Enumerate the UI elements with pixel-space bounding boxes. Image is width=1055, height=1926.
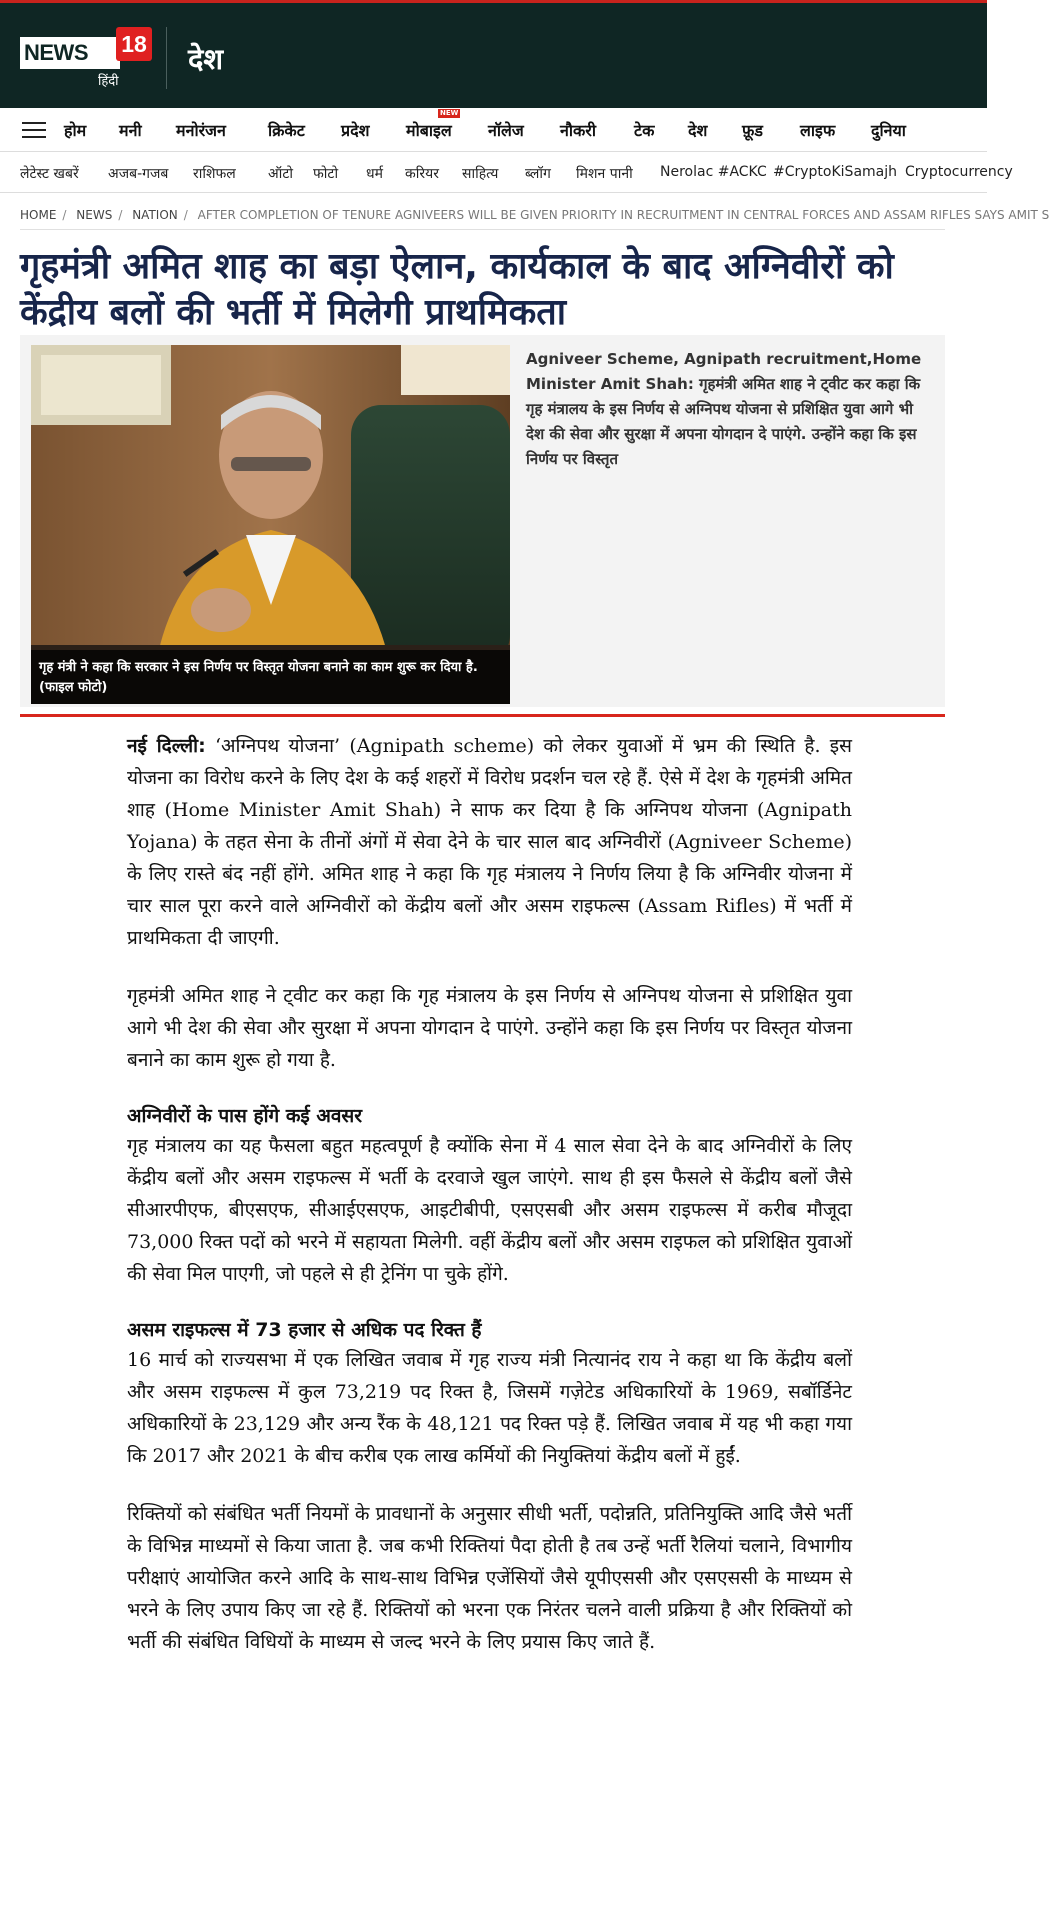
subnav-item-religion[interactable]: धर्म bbox=[366, 166, 383, 182]
article-body bbox=[127, 730, 852, 1684]
menu-icon[interactable] bbox=[22, 122, 46, 138]
subnav-item-blog[interactable]: ब्लॉग bbox=[525, 166, 551, 182]
nav-item-home[interactable]: होम bbox=[64, 121, 87, 140]
subnav-item-horoscope[interactable]: राशिफल bbox=[193, 166, 236, 182]
subnav-item-literature[interactable]: साहित्य bbox=[462, 166, 499, 182]
summary-text: गृहमंत्री अमित शाह ने ट्वीट कर कहा कि गृह मंत्रालय के इस निर्णय से अग्निपथ योजना से प्रशिक्षित युवा आगे भी देश की सेवा और सुरक्षा में अपना योगदान दे पाएंगे. उन्होंने कहा कि इस निर्णय पर विस्तृत bbox=[526, 375, 921, 468]
nav-item-knowledge[interactable]: नॉलेज bbox=[488, 121, 524, 140]
nav-item-states[interactable]: प्रदेश bbox=[341, 121, 370, 140]
subnav-item-nerolac[interactable]: Nerolac #ACKC bbox=[660, 164, 767, 180]
subnav-item-mission-paani[interactable]: मिशन पानी bbox=[576, 166, 633, 182]
section-divider bbox=[20, 714, 945, 717]
nav-item-cricket[interactable]: क्रिकेट bbox=[268, 121, 305, 140]
subnav-item-crypto-ki-samajh[interactable]: #CryptoKiSamajh bbox=[773, 164, 898, 180]
section-title: देश bbox=[188, 42, 224, 76]
article-summary bbox=[526, 347, 931, 472]
subnav-item-cryptocurrency[interactable]: Cryptocurrency bbox=[905, 164, 1013, 180]
subnav-item-ajab-gajab[interactable]: अजब-गजब bbox=[108, 166, 169, 182]
main-nav bbox=[0, 108, 987, 152]
logo-text: NEWS bbox=[20, 37, 120, 69]
breadcrumb-news[interactable]: NEWS bbox=[76, 208, 113, 222]
subnav-item-auto[interactable]: ऑटो bbox=[268, 166, 294, 182]
nav-item-food[interactable]: फ़ूड bbox=[742, 121, 763, 140]
dateline: नई दिल्ली: bbox=[127, 735, 206, 757]
hero-section bbox=[20, 335, 945, 707]
nav-item-entertainment[interactable]: मनोरंजन bbox=[176, 121, 226, 140]
breadcrumb-nation[interactable]: NATION bbox=[132, 208, 178, 222]
nav-item-tech[interactable]: टेक bbox=[634, 121, 655, 140]
header-divider bbox=[166, 27, 167, 89]
nav-item-desh[interactable]: देश bbox=[688, 121, 708, 140]
article-paragraph-1 bbox=[127, 730, 852, 954]
paragraph-1-text: ‘अग्निपथ योजना’ (Agnipath scheme) को लेकर युवाओं में भ्रम की स्थिति है. इस योजना का विरोध करने के लिए देश के कई शहरों में विरोध प्रदर्शन चल रहे हैं. ऐसे में देश के गृहमंत्री अमित शाह (Home Minister Amit Shah) ने साफ कर दिया है कि अग्निपथ योजना (Agnipath Yojana) के तहत सेना के तीनों अंगों में सेवा देने के चार साल बाद अग्निवीरों (Agniveer Scheme) के लिए रास्ते बंद नहीं होंगे. अमित शाह ने कहा कि गृह मंत्रालय ने निर्णय लिया है कि अग्निवीर योजना में चार साल पूरा करने वाले अग्निवीरों को केंद्रीय बलों और असम राइफल्स (Assam Rifles) में भर्ती में प्राथमिकता दी जाएगी. bbox=[127, 735, 852, 949]
subheading-vacancies: असम राइफल्स में 73 हजार से अधिक पद रिक्त हैं bbox=[127, 1319, 482, 1341]
breadcrumb-current: AFTER COMPLETION OF TENURE AGNIVEERS WILL BE GIVEN PRIORITY IN RECRUITMENT IN CENTRAL FORCES AND ASSAM RIFLES SAYS AMIT S bbox=[197, 208, 1050, 222]
subheading-opportunities: अग्निवीरों के पास होंगे कई अवसर bbox=[127, 1105, 363, 1127]
nav-item-world[interactable]: दुनिया bbox=[871, 121, 906, 140]
article-image bbox=[31, 345, 510, 704]
summary-tags: Agniveer Scheme, Agnipath recruitment,Home Minister Amit Shah: bbox=[526, 350, 922, 393]
nav-item-mobile[interactable]: मोबाइल bbox=[406, 121, 452, 140]
nav-item-life[interactable]: लाइफ bbox=[800, 121, 836, 140]
breadcrumb-home[interactable]: HOME bbox=[20, 208, 57, 222]
nav-item-money[interactable]: मनी bbox=[119, 121, 142, 140]
breadcrumb: HOME / NEWS / NATION / AFTER COMPLETION OF TENURE AGNIVEERS WILL BE GIVEN PRIORITY IN RECRUITMENT IN CENTRAL FORCES AND ASSAM RIFLES SAYS AMIT S bbox=[20, 208, 945, 230]
logo-sub: हिंदी bbox=[98, 74, 119, 89]
nav-item-jobs[interactable]: नौकरी bbox=[560, 121, 597, 140]
site-header bbox=[0, 0, 987, 108]
article-paragraph-4: 16 मार्च को राज्यसभा में एक लिखित जवाब में गृह राज्य मंत्री नित्यानंद राय ने कहा था कि केंद्रीय बलों और असम राइफल्स में कुल 73,219 पद रिक्त है, जिसमें गज़ेटेड अधिकारियों के 1969, सबॉर्डिनेट अधिकारियों के 23,129 और अन्य रैंक के 48,121 पद रिक्त पड़े हैं. लिखित जवाब में यह भी कहा गया कि 2017 और 2021 के बीच करीब एक लाख कर्मियों की नियुक्तियां केंद्रीय बलों में हुईं. bbox=[127, 1349, 852, 1467]
sub-nav bbox=[0, 153, 1013, 193]
image-caption: गृह मंत्री ने कहा कि सरकार ने इस निर्णय पर विस्तृत योजना बनाने का काम शुरू कर दिया है. (फाइल फोटो) bbox=[31, 650, 510, 704]
subnav-item-latest[interactable]: लेटेस्ट खबरें bbox=[20, 166, 79, 182]
nav-item-mobile-wrap[interactable] bbox=[406, 109, 459, 141]
subnav-item-photo[interactable]: फोटो bbox=[313, 166, 339, 182]
subnav-item-career[interactable]: करियर bbox=[405, 166, 439, 182]
new-badge: NEW bbox=[440, 109, 459, 117]
article-paragraph-5: रिक्तियों को संबंधित भर्ती नियमों के प्रावधानों के अनुसार सीधी भर्ती, पदोन्नति, प्रतिनियुक्ति आदि जैसे भर्ती के विभिन्न माध्यमों से किया जाता है. जब कभी रिक्तियां पैदा होती है तब उन्हें भर्ती रैलियां चलाने, विभागीय परीक्षाएं आयोजित करने आदि के साथ-साथ विभिन्न एजेंसियों जैसे यूपीएससी और एसएससी के माध्यम से भरने के लिए उपाय किए जा रहे हैं. रिक्तियों को भरना एक निरंतर चलने वाली प्रक्रिया है और रिक्तियों को भर्ती की संबंधित विधियों के माध्यम से जल्द भरने के लिए प्रयास किए जाते हैं. bbox=[127, 1503, 852, 1653]
article-paragraph-2: गृहमंत्री अमित शाह ने ट्वीट कर कहा कि गृह मंत्रालय के इस निर्णय से अग्निपथ योजना से प्रशिक्षित युवा आगे भी देश की सेवा और सुरक्षा में अपना योगदान दे पाएंगे. उन्होंने कहा कि इस निर्णय पर विस्तृत योजना बनाने का काम शुरू हो गया है. bbox=[127, 985, 852, 1071]
article-paragraph-3: गृह मंत्रालय का यह फैसला बहुत महत्वपूर्ण है क्योंकि सेना में 4 साल सेवा देने के बाद अग्निवीरों के लिए केंद्रीय बलों और असम राइफल्स में भर्ती के दरवाजे खुल जाएंगे. साथ ही इस फैसले से केंद्रीय बलों जैसे सीआरपीएफ, बीएसएफ, सीआईएसएफ, आइटीबीपी, एसएसबी और असम राइफल्स में करीब मौजूदा 73,000 रिक्त पदों को भरने में सहायता मिलेगी. वहीं केंद्रीय बलों और असम राइफल को प्रशिक्षित युवाओं की सेवा मिल पाएगी, जो पहले से ही ट्रेनिंग पा चुके होंगे. bbox=[127, 1135, 852, 1285]
logo-number: 18 bbox=[116, 27, 152, 61]
article-headline: गृहमंत्री अमित शाह का बड़ा ऐलान, कार्यकाल के बाद अग्निवीरों को केंद्रीय बलों की भर्ती में मिलेगी प्राथमिकता bbox=[20, 246, 894, 333]
news18-logo[interactable] bbox=[20, 23, 152, 89]
